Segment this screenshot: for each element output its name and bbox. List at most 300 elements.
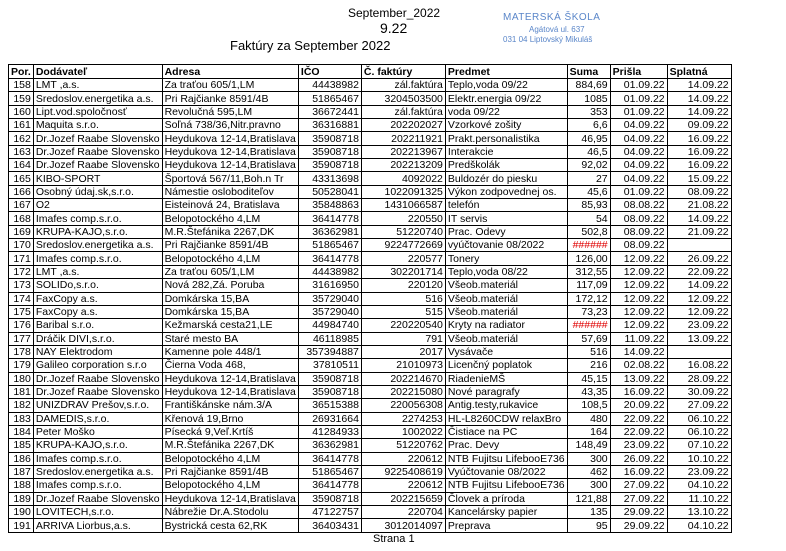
table-cell: UNIZDRAV Prešov,s.r.o. bbox=[33, 399, 162, 412]
table-cell: Peter Moško bbox=[33, 425, 162, 438]
table-cell: 302201714 bbox=[361, 265, 445, 278]
table-cell: 35908718 bbox=[298, 132, 361, 145]
table-header-row bbox=[9, 65, 732, 79]
table-cell: 50528041 bbox=[298, 185, 361, 198]
table-row bbox=[9, 92, 732, 105]
table-cell: 11.09.22 bbox=[610, 332, 667, 345]
table-cell: 46,95 bbox=[567, 132, 610, 145]
table-cell: 26.09.22 bbox=[610, 452, 667, 465]
table-cell: 15.09.22 bbox=[667, 172, 731, 185]
table-cell: 12.09.22 bbox=[610, 279, 667, 292]
table-cell: 95 bbox=[567, 519, 610, 532]
table-cell: Čierna Voda 468, bbox=[162, 359, 298, 372]
table-cell: Človek a príroda bbox=[445, 492, 567, 505]
table-cell: 51865467 bbox=[298, 465, 361, 478]
table-cell: 08.09.22 bbox=[610, 225, 667, 238]
table-cell: 12.09.22 bbox=[610, 252, 667, 265]
table-cell: 57,69 bbox=[567, 332, 610, 345]
table-cell: 353 bbox=[567, 105, 610, 118]
table-cell: Nová 282,Zá. Poruba bbox=[162, 279, 298, 292]
table-cell: 168 bbox=[9, 212, 34, 225]
table-cell: IT servis bbox=[445, 212, 567, 225]
table-cell: 173 bbox=[9, 279, 34, 292]
table-cell: Všeob.materiál bbox=[445, 305, 567, 318]
table-cell: NTB Fujitsu LifebooE736 bbox=[445, 479, 567, 492]
table-cell: M.R.Štefánika 2267,DK bbox=[162, 225, 298, 238]
table-cell: 16.09.22 bbox=[667, 132, 731, 145]
table-cell: 04.10.22 bbox=[667, 479, 731, 492]
table-cell: HL-L8260CDW relaxBro bbox=[445, 412, 567, 425]
table-cell: 36515388 bbox=[298, 399, 361, 412]
table-cell: Písecká 9,Veľ.Krtíš bbox=[162, 425, 298, 438]
table-cell: 47122757 bbox=[298, 506, 361, 519]
table-cell: 13.10.22 bbox=[667, 506, 731, 519]
table-cell: 13.09.22 bbox=[667, 332, 731, 345]
table-cell: 172 bbox=[9, 265, 34, 278]
table-row bbox=[9, 479, 732, 492]
table-cell: Pri Rajčianke 8591/4B bbox=[162, 465, 298, 478]
table-cell: 14.09.22 bbox=[667, 105, 731, 118]
table-cell: 92,02 bbox=[567, 159, 610, 172]
table-cell: Predškolák bbox=[445, 159, 567, 172]
table-cell: 160 bbox=[9, 105, 34, 118]
table-cell: 14.09.22 bbox=[667, 79, 731, 92]
table-cell: Výkon zodpovednej os. bbox=[445, 185, 567, 198]
table-cell: 35729040 bbox=[298, 305, 361, 318]
table-row bbox=[9, 319, 732, 332]
table-cell: 791 bbox=[361, 332, 445, 345]
table-cell: 08.08.22 bbox=[610, 199, 667, 212]
table-row bbox=[9, 506, 732, 519]
table-cell: Za traťou 605/1,LM bbox=[162, 79, 298, 92]
table-row bbox=[9, 105, 732, 118]
table-cell: Licenčný poplatok bbox=[445, 359, 567, 372]
table-cell: 16.08.22 bbox=[667, 359, 731, 372]
table-cell: 35908718 bbox=[298, 385, 361, 398]
table-cell: 174 bbox=[9, 292, 34, 305]
table-cell: FaxCopy a.s. bbox=[33, 305, 162, 318]
table-cell: 300 bbox=[567, 452, 610, 465]
table-cell: Antig.testy,rukavice bbox=[445, 399, 567, 412]
table-cell: zál.faktúra bbox=[361, 79, 445, 92]
table-cell: 165 bbox=[9, 172, 34, 185]
table-cell: 01.09.22 bbox=[610, 105, 667, 118]
table-cell: Eisteinová 24, Bratislava bbox=[162, 199, 298, 212]
table-row bbox=[9, 252, 732, 265]
table-row bbox=[9, 145, 732, 158]
table-cell: 6,6 bbox=[567, 119, 610, 132]
table-cell: Tonery bbox=[445, 252, 567, 265]
table-cell: Kamenne pole 448/1 bbox=[162, 345, 298, 358]
table-cell: 54 bbox=[567, 212, 610, 225]
table-cell: Imafes comp.s.r.o. bbox=[33, 212, 162, 225]
table-row bbox=[9, 79, 732, 92]
table-cell: 220612 bbox=[361, 479, 445, 492]
table-cell: 14.09.22 bbox=[667, 279, 731, 292]
table-cell: 04.09.22 bbox=[610, 159, 667, 172]
table-cell: 117,09 bbox=[567, 279, 610, 292]
table-row bbox=[9, 385, 732, 398]
table-cell: Dr.Jozef Raabe Slovensko bbox=[33, 372, 162, 385]
table-cell: Námestie osloboditeľov bbox=[162, 185, 298, 198]
table-cell: Teplo,voda 08/22 bbox=[445, 265, 567, 278]
table-cell: 04.09.22 bbox=[610, 145, 667, 158]
table-cell: Bystrická cesta 62,RK bbox=[162, 519, 298, 532]
table-cell: Maquita s.r.o. bbox=[33, 119, 162, 132]
table-cell bbox=[667, 239, 731, 252]
school-stamp bbox=[503, 12, 600, 44]
table-cell: Prac. Devy bbox=[445, 439, 567, 452]
table-cell: 9225408619 bbox=[361, 465, 445, 478]
table-cell: 06.10.22 bbox=[667, 412, 731, 425]
table-row bbox=[9, 305, 732, 318]
table-cell: 163 bbox=[9, 145, 34, 158]
table-cell: 202202027 bbox=[361, 119, 445, 132]
table-row bbox=[9, 439, 732, 452]
table-cell: 178 bbox=[9, 345, 34, 358]
table-cell: 185 bbox=[9, 439, 34, 452]
table-row bbox=[9, 172, 732, 185]
table-cell: 01.09.22 bbox=[610, 92, 667, 105]
table-cell: ARRIVA Liorbus,a.s. bbox=[33, 519, 162, 532]
table-row bbox=[9, 159, 732, 172]
page-footer: Strana 1 bbox=[373, 533, 415, 545]
table-cell: 29.09.22 bbox=[610, 519, 667, 532]
table-row bbox=[9, 372, 732, 385]
table-row bbox=[9, 239, 732, 252]
table-cell: telefón bbox=[445, 199, 567, 212]
column-header: Splatná bbox=[667, 65, 731, 79]
table-row bbox=[9, 279, 732, 292]
table-cell: Elektr.energia 09/22 bbox=[445, 92, 567, 105]
table-cell: 166 bbox=[9, 185, 34, 198]
table-cell: Františkánske nám.3/A bbox=[162, 399, 298, 412]
document-title: Faktúry za September 2022 bbox=[230, 38, 391, 53]
table-cell: Heydukova 12-14,Bratislava bbox=[162, 159, 298, 172]
table-row bbox=[9, 119, 732, 132]
table-cell: 502,8 bbox=[567, 225, 610, 238]
table-cell: 43,35 bbox=[567, 385, 610, 398]
table-cell: 220612 bbox=[361, 452, 445, 465]
table-cell: 182 bbox=[9, 399, 34, 412]
table-cell: Dr.Jozef Raabe Slovensko bbox=[33, 132, 162, 145]
table-cell: 179 bbox=[9, 359, 34, 372]
table-cell: 183 bbox=[9, 412, 34, 425]
table-cell: 27 bbox=[567, 172, 610, 185]
table-cell: 357394887 bbox=[298, 345, 361, 358]
table-cell: 26931664 bbox=[298, 412, 361, 425]
table-cell: 164 bbox=[567, 425, 610, 438]
table-cell: Domkárska 15,BA bbox=[162, 305, 298, 318]
table-cell: Sredoslov.energetika a.s. bbox=[33, 465, 162, 478]
table-cell: Kancelársky papier bbox=[445, 506, 567, 519]
table-cell: 14.09.22 bbox=[667, 92, 731, 105]
table-cell: 35729040 bbox=[298, 292, 361, 305]
table-cell: 161 bbox=[9, 119, 34, 132]
table-row bbox=[9, 492, 732, 505]
table-row bbox=[9, 212, 732, 225]
table-cell: Vysávače bbox=[445, 345, 567, 358]
table-cell: 462 bbox=[567, 465, 610, 478]
table-cell: 1085 bbox=[567, 92, 610, 105]
table-cell: 36362981 bbox=[298, 225, 361, 238]
table-cell: 06.10.22 bbox=[667, 425, 731, 438]
table-cell: 36414778 bbox=[298, 212, 361, 225]
table-cell: 312,55 bbox=[567, 265, 610, 278]
table-cell: 22.09.22 bbox=[667, 265, 731, 278]
table-cell: 202213209 bbox=[361, 159, 445, 172]
table-cell: 216 bbox=[567, 359, 610, 372]
table-cell: Dr.Jozef Raabe Slovensko bbox=[33, 492, 162, 505]
table-cell: 26.09.22 bbox=[667, 252, 731, 265]
table-cell: Športová 567/11,Boh.n Tr bbox=[162, 172, 298, 185]
table-cell: 36414778 bbox=[298, 452, 361, 465]
table-cell: Sredoslov.energetika a.s. bbox=[33, 239, 162, 252]
table-cell: Dráčik DIVI,s.r.o. bbox=[33, 332, 162, 345]
table-cell: 14.09.22 bbox=[610, 345, 667, 358]
table-cell: 220704 bbox=[361, 506, 445, 519]
table-cell: Heydukova 12-14,Bratislava bbox=[162, 492, 298, 505]
table-cell: 202214670 bbox=[361, 372, 445, 385]
column-header: Adresa bbox=[162, 65, 298, 79]
table-cell: Heydukova 12-14,Bratislava bbox=[162, 385, 298, 398]
table-cell: Heydukova 12-14,Bratislava bbox=[162, 145, 298, 158]
table-cell: 01.09.22 bbox=[610, 185, 667, 198]
table-cell: Dr.Jozef Raabe Slovensko bbox=[33, 159, 162, 172]
table-cell: 220220540 bbox=[361, 319, 445, 332]
table-cell: 159 bbox=[9, 92, 34, 105]
table-cell: 300 bbox=[567, 479, 610, 492]
table-cell: 169 bbox=[9, 225, 34, 238]
table-cell: 35848863 bbox=[298, 199, 361, 212]
table-cell: 10.10.22 bbox=[667, 452, 731, 465]
table-cell: 44984740 bbox=[298, 319, 361, 332]
table-cell: Heydukova 12-14,Bratislava bbox=[162, 372, 298, 385]
table-cell: 04.09.22 bbox=[610, 132, 667, 145]
table-row bbox=[9, 425, 732, 438]
table-cell: Preprava bbox=[445, 519, 567, 532]
table-cell: 148,49 bbox=[567, 439, 610, 452]
table-cell: 22.09.22 bbox=[610, 425, 667, 438]
table-cell: Galileo corporation s.r.o bbox=[33, 359, 162, 372]
table-cell: 08.09.22 bbox=[610, 212, 667, 225]
table-cell: 37810511 bbox=[298, 359, 361, 372]
table-cell: 202213967 bbox=[361, 145, 445, 158]
table-cell: Všeob.materiál bbox=[445, 279, 567, 292]
table-cell: Buldozér do piesku bbox=[445, 172, 567, 185]
table-cell: Soľná 738/36,Nitr.pravno bbox=[162, 119, 298, 132]
table-cell: 35908718 bbox=[298, 492, 361, 505]
table-cell: 12.09.22 bbox=[610, 265, 667, 278]
table-cell: 220056308 bbox=[361, 399, 445, 412]
table-cell: 23.09.22 bbox=[610, 439, 667, 452]
column-header: IČO bbox=[298, 65, 361, 79]
table-cell: Čistiace na PC bbox=[445, 425, 567, 438]
table-cell: 164 bbox=[9, 159, 34, 172]
table-cell: 3012014097 bbox=[361, 519, 445, 532]
table-cell: 11.10.22 bbox=[667, 492, 731, 505]
table-cell: DAMEDIS,s.r.o. bbox=[33, 412, 162, 425]
table-cell: 220120 bbox=[361, 279, 445, 292]
table-cell: 36403431 bbox=[298, 519, 361, 532]
table-row bbox=[9, 132, 732, 145]
table-row bbox=[9, 225, 732, 238]
table-cell: 162 bbox=[9, 132, 34, 145]
table-cell: 108,5 bbox=[567, 399, 610, 412]
table-cell: Nábrežie Dr.A.Stodolu bbox=[162, 506, 298, 519]
table-cell: 04.09.22 bbox=[610, 119, 667, 132]
table-row bbox=[9, 412, 732, 425]
table-cell: 1002022 bbox=[361, 425, 445, 438]
table-cell: Vzorkové zošity bbox=[445, 119, 567, 132]
table-cell: 04.10.22 bbox=[667, 519, 731, 532]
table-cell: 27.09.22 bbox=[667, 399, 731, 412]
table-cell: Pri Rajčianke 8591/4B bbox=[162, 239, 298, 252]
table-row bbox=[9, 399, 732, 412]
table-cell: 176 bbox=[9, 319, 34, 332]
table-cell: SOLIDo,s.r.o. bbox=[33, 279, 162, 292]
table-cell: 188 bbox=[9, 479, 34, 492]
table-cell: 21.08.22 bbox=[667, 199, 731, 212]
table-cell: Kryty na radiator bbox=[445, 319, 567, 332]
table-cell: Interakcie bbox=[445, 145, 567, 158]
table-cell: 35908718 bbox=[298, 145, 361, 158]
column-header: Suma bbox=[567, 65, 610, 79]
table-cell: 13.09.22 bbox=[610, 372, 667, 385]
column-header: Predmet bbox=[445, 65, 567, 79]
table-cell: 30.09.22 bbox=[667, 385, 731, 398]
table-cell: 202215080 bbox=[361, 385, 445, 398]
table-cell: 2274253 bbox=[361, 412, 445, 425]
table-cell: 73,23 bbox=[567, 305, 610, 318]
table-cell: 12.09.22 bbox=[610, 319, 667, 332]
table-cell: 09.09.22 bbox=[667, 119, 731, 132]
table-row bbox=[9, 359, 732, 372]
table-cell: 167 bbox=[9, 199, 34, 212]
table-cell: 190 bbox=[9, 506, 34, 519]
table-cell: Baribal s.r.o. bbox=[33, 319, 162, 332]
table-cell: 191 bbox=[9, 519, 34, 532]
table-cell: 23.09.22 bbox=[667, 465, 731, 478]
table-cell: 43313698 bbox=[298, 172, 361, 185]
stamp-line-3: 031 04 Liptovský Mikuláš bbox=[503, 35, 593, 44]
table-cell: Teplo,voda 09/22 bbox=[445, 79, 567, 92]
header-month: September_2022 bbox=[348, 6, 441, 20]
table-cell: Belopotockého 4,LM bbox=[162, 252, 298, 265]
table-cell: M.R.Štefánika 2267,DK bbox=[162, 439, 298, 452]
table-cell: KRUPA-KAJO,s.r.o. bbox=[33, 225, 162, 238]
table-cell: 220550 bbox=[361, 212, 445, 225]
table-row bbox=[9, 452, 732, 465]
table-cell: KRUPA-KAJO,s.r.o. bbox=[33, 439, 162, 452]
table-cell bbox=[667, 345, 731, 358]
table-cell: Heydukova 12-14,Bratislava bbox=[162, 132, 298, 145]
table-cell: Staré mesto BA bbox=[162, 332, 298, 345]
table-cell: 51220740 bbox=[361, 225, 445, 238]
table-cell: 121,88 bbox=[567, 492, 610, 505]
table-cell: 36414778 bbox=[298, 479, 361, 492]
table-cell: 35908718 bbox=[298, 372, 361, 385]
table-cell: 22.09.22 bbox=[610, 412, 667, 425]
table-cell: 181 bbox=[9, 385, 34, 398]
table-cell: zál.faktúra bbox=[361, 105, 445, 118]
table-cell: Vyúčtovanie 08/2022 bbox=[445, 465, 567, 478]
table-row bbox=[9, 185, 732, 198]
column-header: Prišla bbox=[610, 65, 667, 79]
table-row bbox=[9, 292, 732, 305]
table-cell: 08.09.22 bbox=[667, 185, 731, 198]
table-cell: 85,93 bbox=[567, 199, 610, 212]
table-cell: FaxCopy a.s. bbox=[33, 292, 162, 305]
table-cell: Osobný údaj.sk,s.r.o. bbox=[33, 185, 162, 198]
table-cell: 189 bbox=[9, 492, 34, 505]
table-cell: 29.09.22 bbox=[610, 506, 667, 519]
table-cell: 2017 bbox=[361, 345, 445, 358]
table-cell: Belopotockého 4,LM bbox=[162, 212, 298, 225]
table-cell: 172,12 bbox=[567, 292, 610, 305]
table-row bbox=[9, 519, 732, 532]
table-cell: 135 bbox=[567, 506, 610, 519]
table-cell: 12.09.22 bbox=[667, 305, 731, 318]
stamp-line-2: Agátová ul. 637 bbox=[529, 25, 585, 34]
table-cell: 186 bbox=[9, 452, 34, 465]
table-cell: O2 bbox=[33, 199, 162, 212]
table-cell: 9224772669 bbox=[361, 239, 445, 252]
table-cell: LOVITECH,s.r.o. bbox=[33, 506, 162, 519]
table-cell: 480 bbox=[567, 412, 610, 425]
table-cell: 3204503500 bbox=[361, 92, 445, 105]
table-cell: NAY Elektrodom bbox=[33, 345, 162, 358]
column-header: Por. bbox=[9, 65, 34, 79]
table-cell: Imafes comp.s.r.o. bbox=[33, 452, 162, 465]
table-cell: 44438982 bbox=[298, 79, 361, 92]
table-cell: 35908718 bbox=[298, 159, 361, 172]
table-cell: 16.09.22 bbox=[667, 159, 731, 172]
table-cell: 02.08.22 bbox=[610, 359, 667, 372]
stamp-line-1: MATERSKÁ ŠKOLA bbox=[503, 12, 601, 23]
table-cell: 16.09.22 bbox=[610, 465, 667, 478]
table-cell: 171 bbox=[9, 252, 34, 265]
table-cell: RiadenieMŠ bbox=[445, 372, 567, 385]
table-cell: 46,5 bbox=[567, 145, 610, 158]
table-cell: Imafes comp.s.r.o. bbox=[33, 479, 162, 492]
table-cell: Nové paragrafy bbox=[445, 385, 567, 398]
table-cell: Všeob.materiál bbox=[445, 332, 567, 345]
column-header: Č. faktúry bbox=[361, 65, 445, 79]
column-header: Dodávateľ bbox=[33, 65, 162, 79]
table-cell: 220577 bbox=[361, 252, 445, 265]
table-cell: 516 bbox=[361, 292, 445, 305]
table-cell: 1022091325 bbox=[361, 185, 445, 198]
table-cell: Dr.Jozef Raabe Slovensko bbox=[33, 385, 162, 398]
table-cell: 23.09.22 bbox=[667, 319, 731, 332]
table-cell: Belopotockého 4,LM bbox=[162, 452, 298, 465]
table-cell: 21010973 bbox=[361, 359, 445, 372]
table-cell: LMT ,a.s. bbox=[33, 79, 162, 92]
table-cell: 180 bbox=[9, 372, 34, 385]
table-cell: 51865467 bbox=[298, 92, 361, 105]
table-cell: Všeob.materiál bbox=[445, 292, 567, 305]
table-cell: Prac. Odevy bbox=[445, 225, 567, 238]
table-cell: 177 bbox=[9, 332, 34, 345]
table-row bbox=[9, 265, 732, 278]
table-cell: LMT ,a.s. bbox=[33, 265, 162, 278]
table-cell: 36362981 bbox=[298, 439, 361, 452]
table-cell: 46118985 bbox=[298, 332, 361, 345]
table-cell: 45,15 bbox=[567, 372, 610, 385]
table-cell: 28.09.22 bbox=[667, 372, 731, 385]
table-row bbox=[9, 345, 732, 358]
